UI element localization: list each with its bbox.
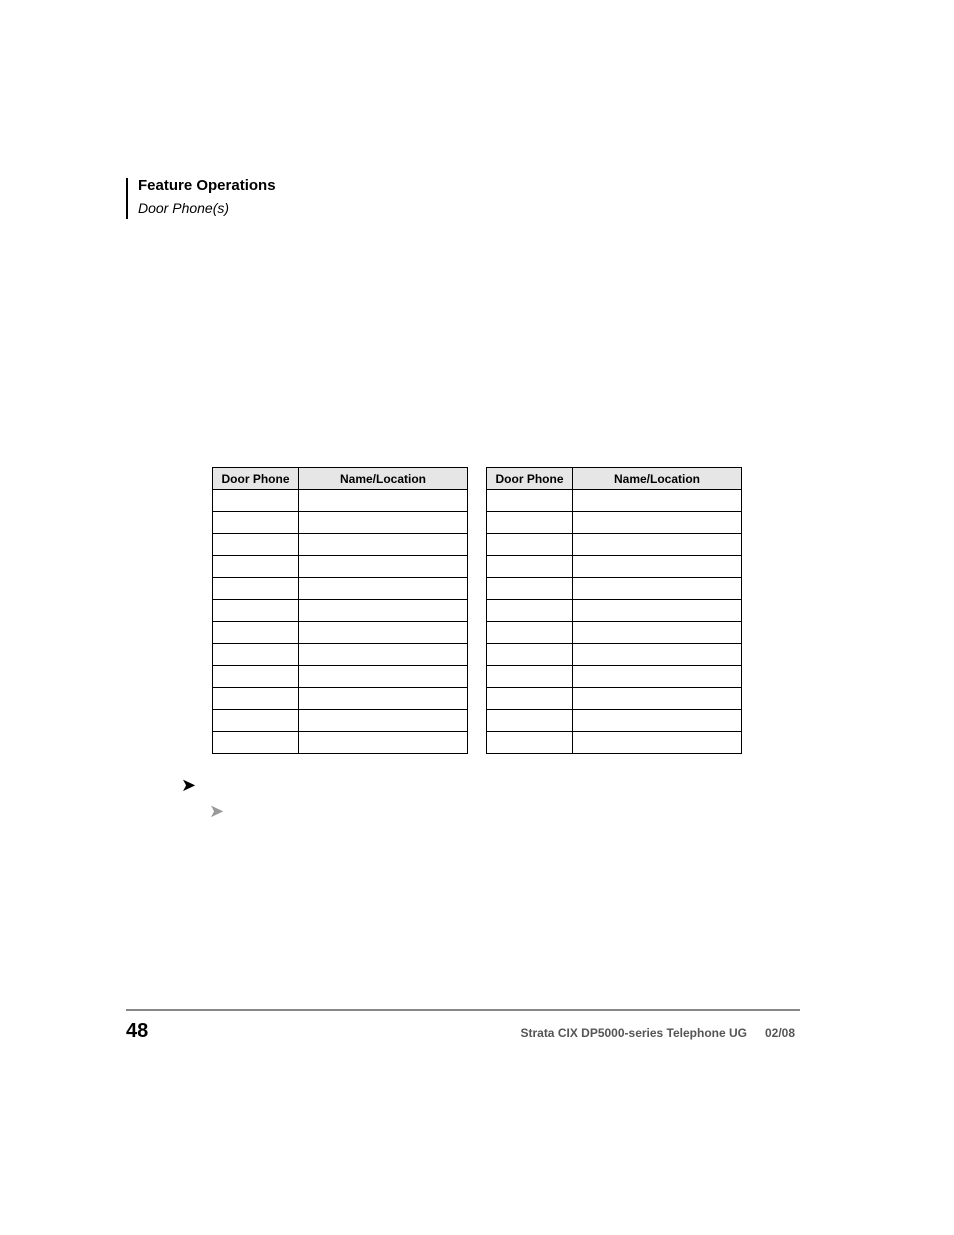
table-row bbox=[487, 600, 742, 622]
door-phone-cell bbox=[213, 490, 299, 512]
table-row bbox=[487, 578, 742, 600]
name-location-cell bbox=[573, 600, 742, 622]
table-row bbox=[487, 644, 742, 666]
door-phone-cell bbox=[213, 622, 299, 644]
table-header-row bbox=[213, 468, 468, 490]
sub-arrow-bullet-icon: ➤ bbox=[209, 801, 225, 821]
name-location-cell bbox=[299, 490, 468, 512]
name-location-cell bbox=[299, 688, 468, 710]
table-row bbox=[213, 666, 468, 688]
door-phone-cell bbox=[213, 666, 299, 688]
footer-date: 02/08 bbox=[765, 1026, 796, 1040]
name-location-cell bbox=[573, 644, 742, 666]
table-row bbox=[487, 534, 742, 556]
name-location-cell bbox=[573, 666, 742, 688]
column-header-door-phone: Door Phone bbox=[213, 468, 299, 490]
table-row bbox=[487, 710, 742, 732]
table-row bbox=[213, 512, 468, 534]
table-row bbox=[213, 710, 468, 732]
arrow-bullet-icon: ➤ bbox=[181, 775, 197, 795]
column-header-name-location: Name/Location bbox=[573, 468, 742, 490]
table-row bbox=[487, 622, 742, 644]
door-phone-cell bbox=[213, 556, 299, 578]
name-location-cell bbox=[299, 578, 468, 600]
table-row bbox=[213, 556, 468, 578]
table-row bbox=[487, 512, 742, 534]
section-subtitle: Door Phone(s) bbox=[138, 200, 230, 216]
door-phone-cell bbox=[487, 666, 573, 688]
footer-rule bbox=[126, 1009, 800, 1011]
name-location-cell bbox=[573, 732, 742, 754]
door-phone-cell bbox=[487, 578, 573, 600]
table-row bbox=[213, 600, 468, 622]
name-location-cell bbox=[573, 534, 742, 556]
door-phone-cell bbox=[213, 512, 299, 534]
table-row bbox=[213, 578, 468, 600]
name-location-cell bbox=[299, 512, 468, 534]
name-location-cell bbox=[299, 732, 468, 754]
table-row bbox=[487, 732, 742, 754]
door-phone-cell bbox=[213, 644, 299, 666]
door-phone-cell bbox=[213, 688, 299, 710]
table-row bbox=[487, 556, 742, 578]
name-location-cell bbox=[299, 622, 468, 644]
table-row bbox=[487, 688, 742, 710]
door-phone-cell bbox=[487, 600, 573, 622]
table-row bbox=[213, 688, 468, 710]
table-row bbox=[213, 490, 468, 512]
door-phone-cell bbox=[213, 732, 299, 754]
table-row bbox=[213, 534, 468, 556]
door-phone-cell bbox=[487, 644, 573, 666]
table-row bbox=[213, 732, 468, 754]
name-location-cell bbox=[299, 556, 468, 578]
section-title: Feature Operations bbox=[138, 177, 276, 194]
table-header-row bbox=[487, 468, 742, 490]
name-location-cell bbox=[299, 534, 468, 556]
name-location-cell bbox=[573, 688, 742, 710]
name-location-cell bbox=[573, 490, 742, 512]
door-phone-table-left bbox=[212, 467, 468, 754]
footer-document-title: Strata CIX DP5000-series Telephone UG bbox=[520, 1026, 747, 1040]
door-phone-cell bbox=[487, 556, 573, 578]
table-row bbox=[213, 622, 468, 644]
column-header-name-location: Name/Location bbox=[299, 468, 468, 490]
door-phone-cell bbox=[213, 710, 299, 732]
door-phone-cell bbox=[487, 732, 573, 754]
name-location-cell bbox=[299, 600, 468, 622]
name-location-cell bbox=[573, 622, 742, 644]
door-phone-table-right bbox=[486, 467, 742, 754]
door-phone-cell bbox=[213, 534, 299, 556]
door-phone-cell bbox=[487, 512, 573, 534]
name-location-cell bbox=[573, 512, 742, 534]
door-phone-cell bbox=[487, 534, 573, 556]
name-location-cell bbox=[299, 710, 468, 732]
name-location-cell bbox=[299, 666, 468, 688]
door-phone-cell bbox=[487, 710, 573, 732]
door-phone-cell bbox=[213, 578, 299, 600]
door-phone-cell bbox=[487, 622, 573, 644]
header-rule bbox=[126, 178, 128, 219]
name-location-cell bbox=[573, 710, 742, 732]
page-number: 48 bbox=[126, 1020, 149, 1042]
table-row bbox=[487, 666, 742, 688]
door-phone-cell bbox=[213, 600, 299, 622]
table-row bbox=[213, 644, 468, 666]
table-row bbox=[487, 490, 742, 512]
name-location-cell bbox=[299, 644, 468, 666]
door-phone-cell bbox=[487, 490, 573, 512]
name-location-cell bbox=[573, 578, 742, 600]
name-location-cell bbox=[573, 556, 742, 578]
door-phone-cell bbox=[487, 688, 573, 710]
column-header-door-phone: Door Phone bbox=[487, 468, 573, 490]
